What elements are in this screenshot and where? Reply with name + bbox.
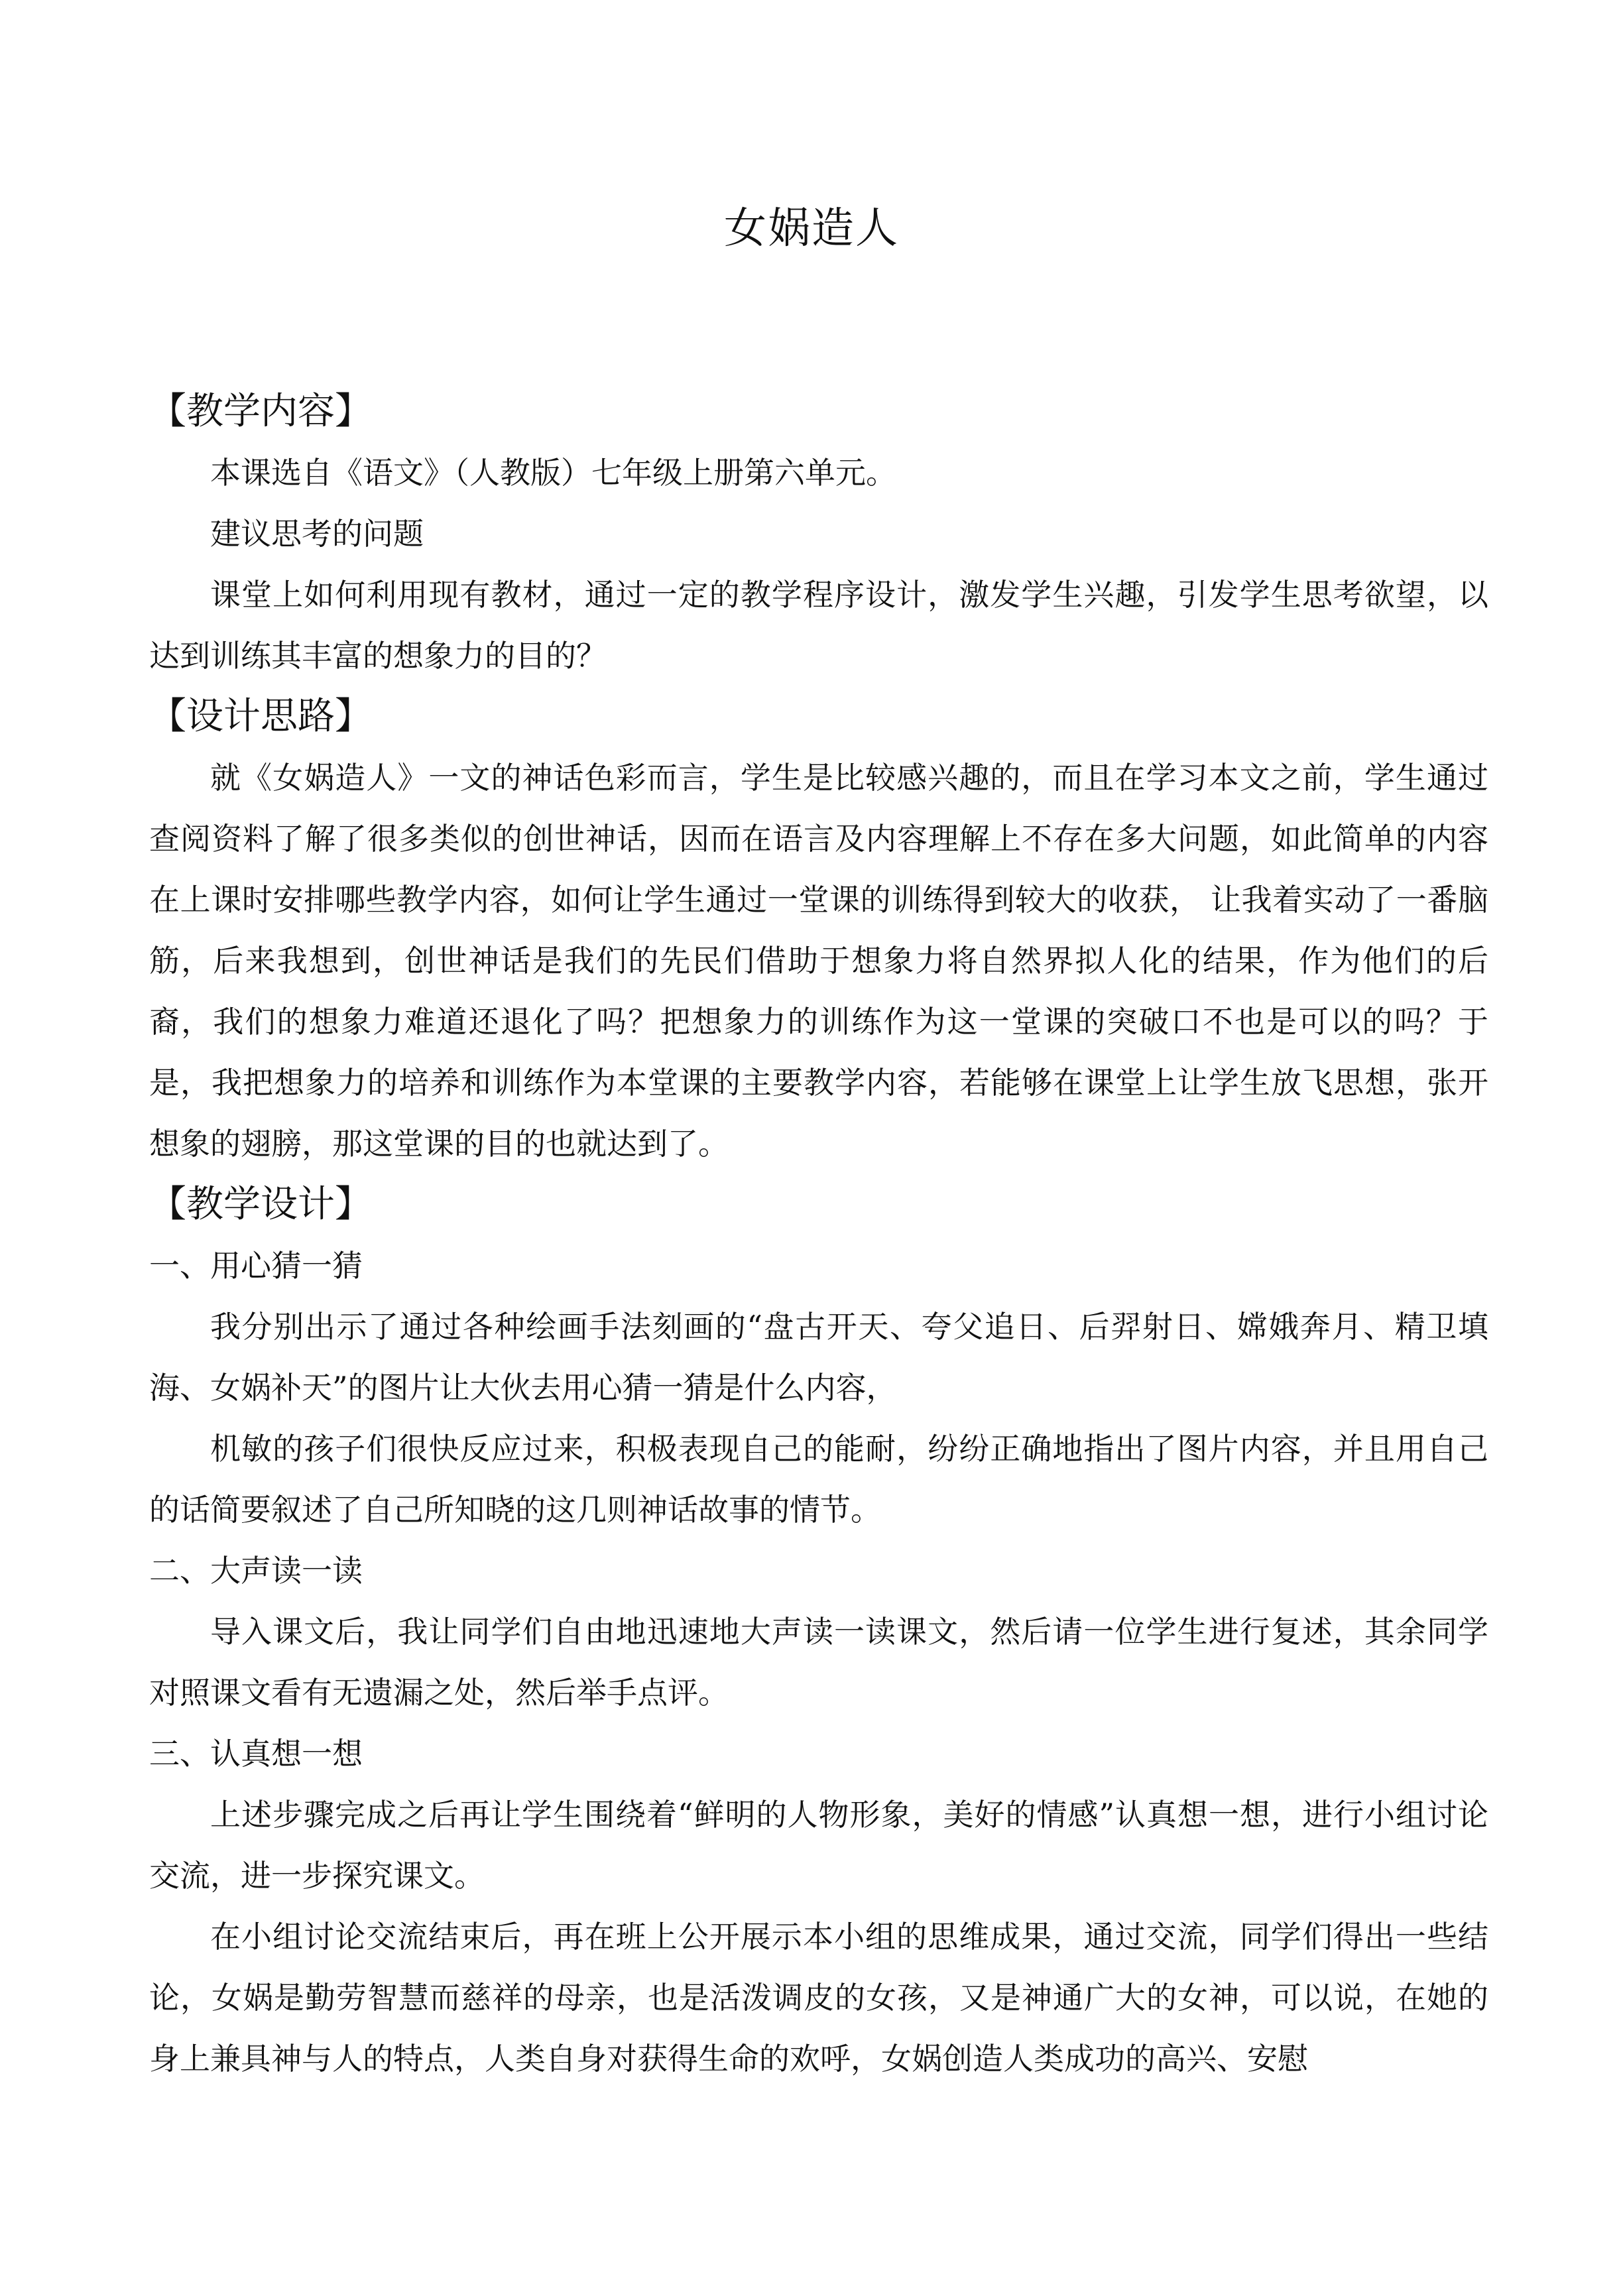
- paragraph: 机敏的孩子们很快反应过来，积极表现自己的能耐，纷纷正确地指出了图片内容，并且用自己的话简要叙述了自己所知晓的这几则神话故事的情节。: [149, 1431, 1488, 1528]
- section-teaching-design: [149, 1174, 1488, 2089]
- subsection-title: 一、用心猜一猜: [149, 1248, 363, 1284]
- paragraph: 我分别出示了通过各种绘画手法刻画的“盘古开天、夸父追日、后羿射日、嫦娥奔月、精卫填海、女娲补天”的图片让大伙去用心猜一猜是什么内容，: [149, 1309, 1488, 1406]
- paragraph: 在小组讨论交流结束后，再在班上公开展示本小组的思维成果，通过交流，同学们得出一些结论，女娲是勤劳智慧而慈祥的母亲，也是活泼调皮的女孩，又是神通广大的女神，可以说，在她的身上兼具神与人的特点，人类自身对获得生命的欢呼，女娲创造人类成功的高兴、安慰: [149, 1919, 1488, 2077]
- section-heading: 【教学设计】: [149, 1183, 372, 1226]
- section-teaching-content: [149, 381, 1488, 686]
- paragraph: 课堂上如何利用现有教材，通过一定的教学程序设计，激发学生兴趣，引发学生思考欲望，以达到训练其丰富的想象力的目的？: [149, 577, 1488, 674]
- paragraph: 就《女娲造人》一文的神话色彩而言，学生是比较感兴趣的，而且在学习本文之前，学生通过查阅资料了解了很多类似的创世神话，因而在语言及内容理解上不存在多大问题，如此简单的内容在上课时安排哪些教学内容，如何让学生通过一堂课的训练得到较大的收获， 让我着实动了一番脑筋，后来我想到，创世神话是我们的先民们借助于想象力将自然界拟人化的结果，作为他们的后裔，我们的想象力难道还退化了吗？把想象力的训练作为这一堂课的突破口不也是可以的吗？于是，我把想象力的培养和训练作为本堂课的主要教学内容，若能够在课堂上让学生放飞思想，张开想象的翅膀，那这堂课的目的也就达到了。: [149, 760, 1488, 1162]
- section-heading: 【设计思路】: [149, 695, 372, 738]
- paragraph: 上述步骤完成之后再让学生围绕着“鲜明的人物形象，美好的情感”认真想一想，进行小组讨论交流，进一步探究课文。: [149, 1797, 1488, 1894]
- section-heading: 【教学内容】: [149, 390, 372, 433]
- section-design-idea: [149, 686, 1488, 1174]
- paragraph: 本课选自《语文》（人教版）七年级上册第六单元。: [210, 455, 896, 491]
- subsection-title: 三、认真想一想: [149, 1736, 363, 1772]
- document-body: [149, 381, 1488, 2089]
- subsection-title: 二、大声读一读: [149, 1553, 363, 1589]
- paragraph: 建议思考的问题: [210, 516, 424, 552]
- document-title: 女娲造人: [724, 204, 899, 253]
- paragraph: 导入课文后，我让同学们自由地迅速地大声读一读课文，然后请一位学生进行复述，其余同学对照课文看有无遗漏之处，然后举手点评。: [149, 1614, 1488, 1711]
